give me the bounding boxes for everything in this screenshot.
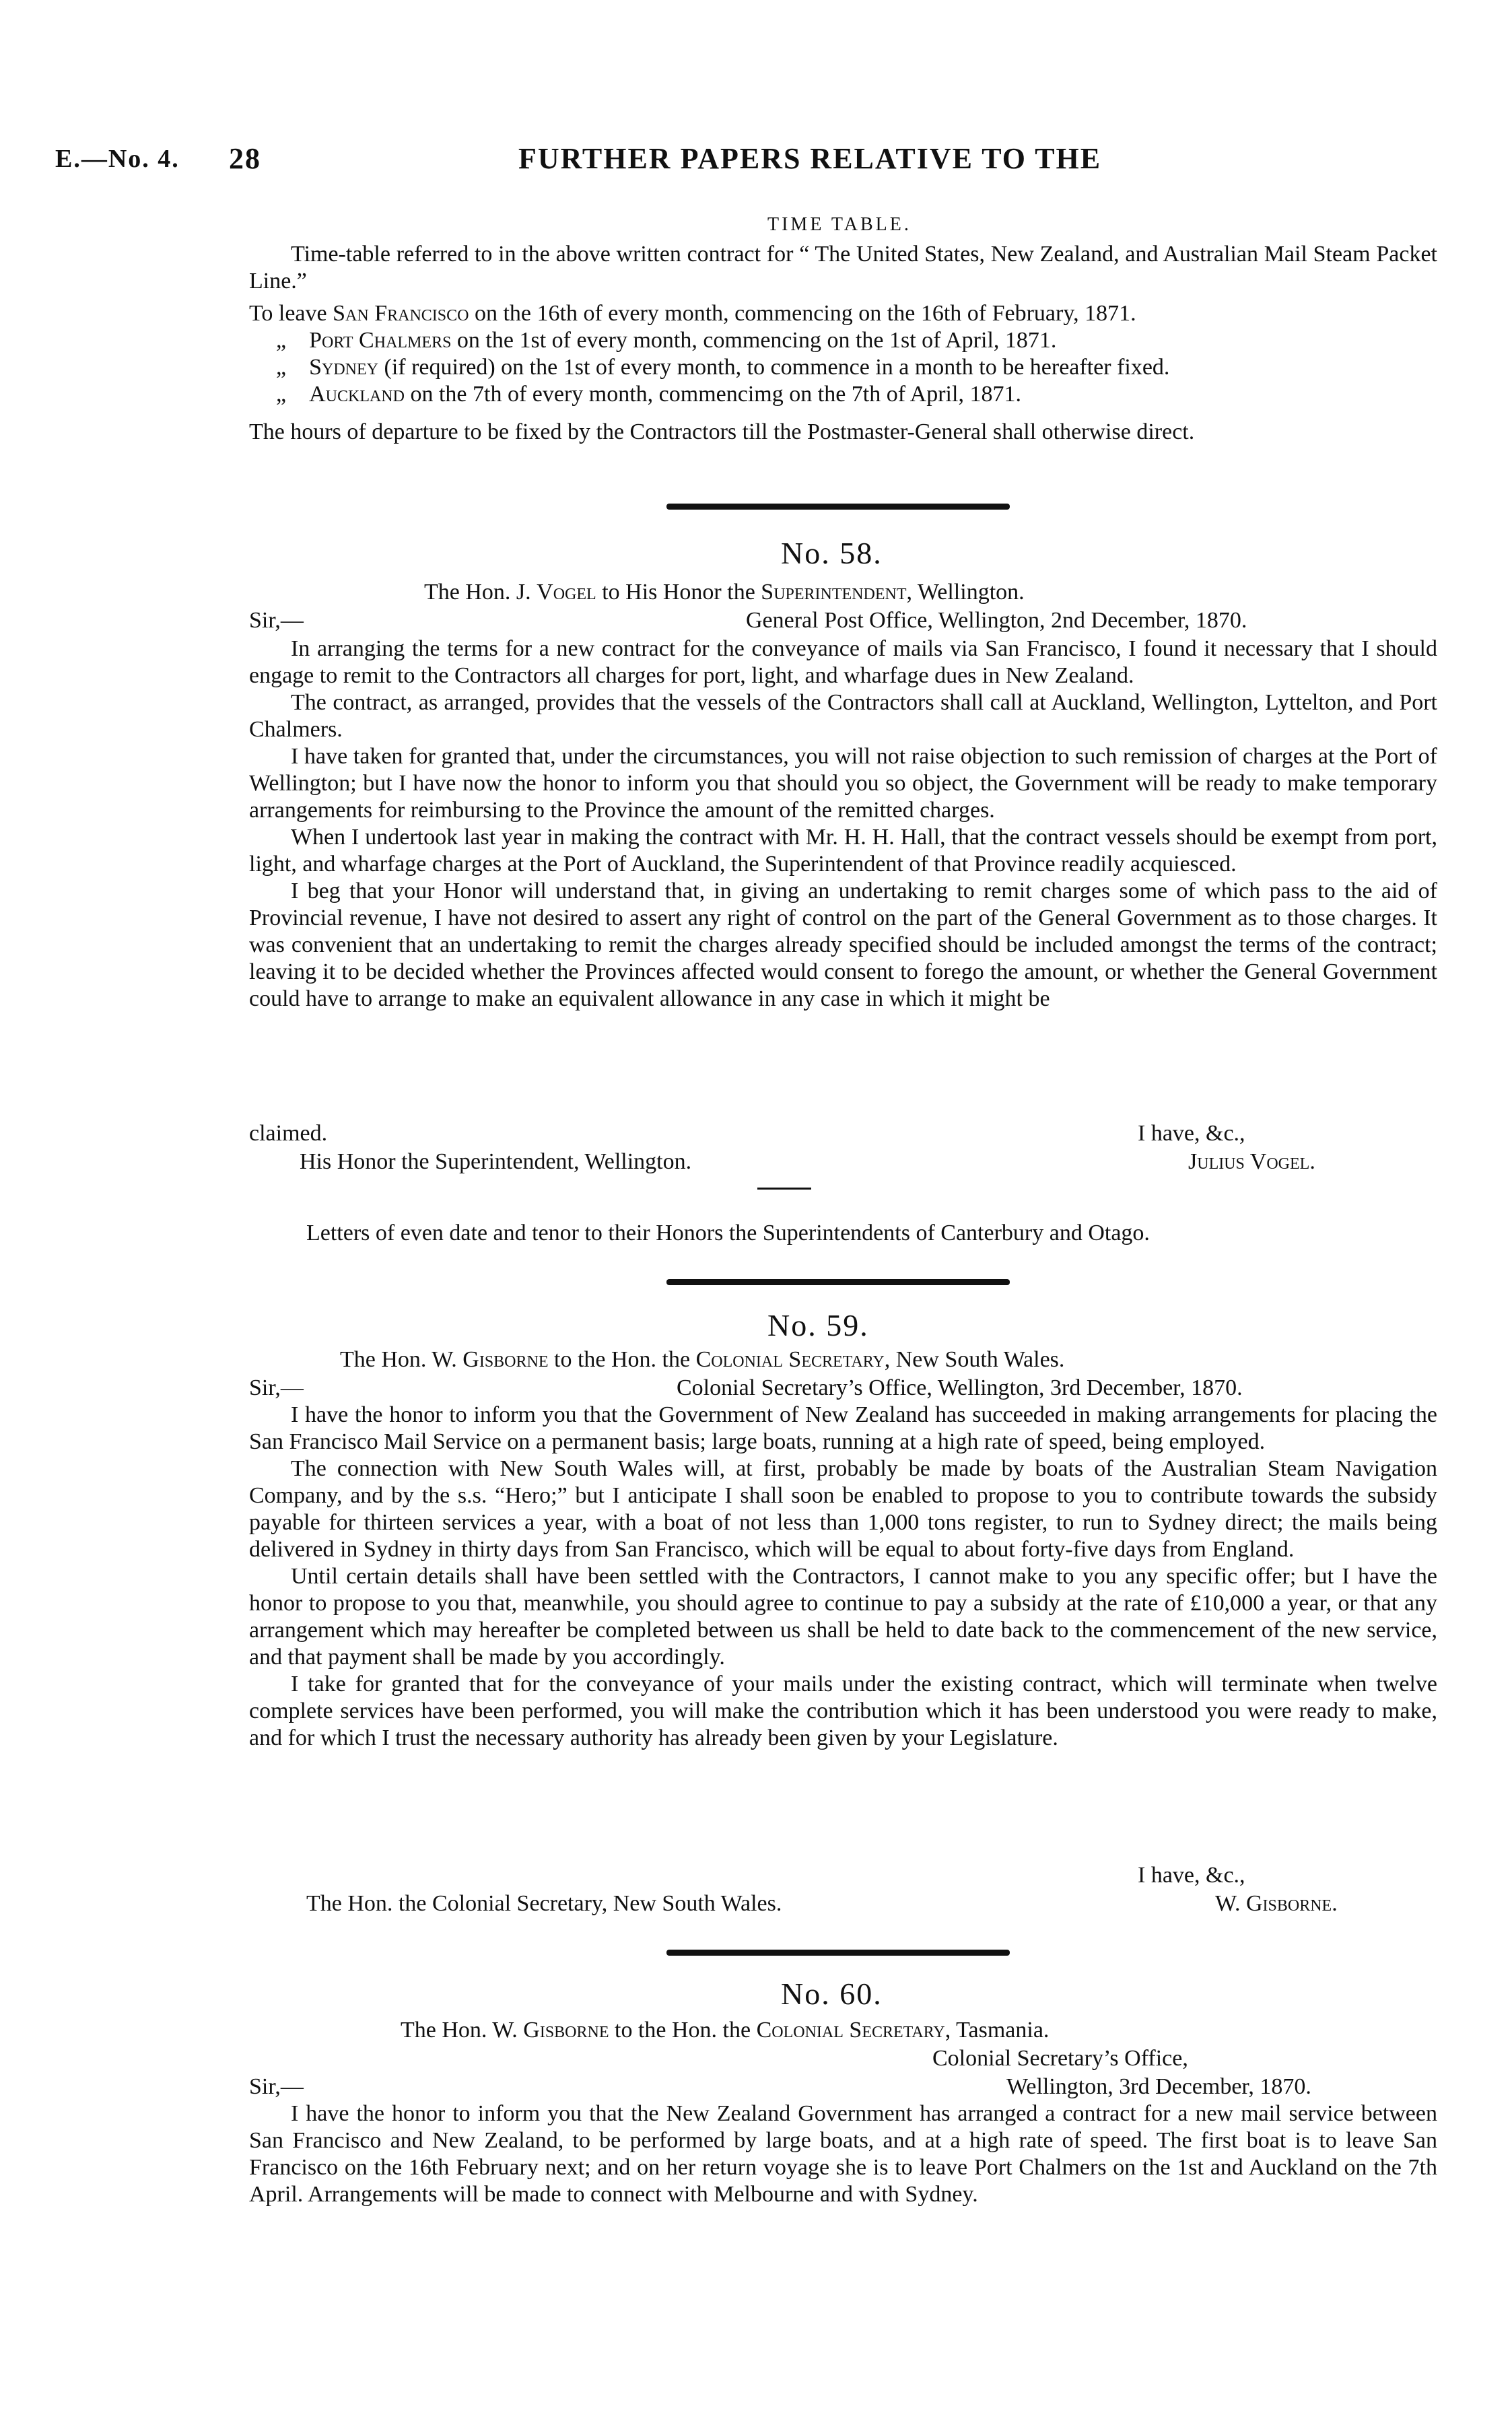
letter-58-closing: I have, &c., (1138, 1121, 1245, 1146)
letter-58-claimed: claimed. (249, 1121, 328, 1146)
letter-number-59: No. 59. (767, 1308, 869, 1342)
letter-58-paragraph: I have taken for granted that, under the circumstances, you will not raise objection to such remission of charges at the Port of Wellington; but I have now the honor to inform you that should you so object, the Government will be ready to make temporary arrangements for reimbursing to the Province the amount of the remitted charges. (249, 744, 1437, 823)
page-title: FURTHER PAPERS RELATIVE TO THE (518, 142, 1102, 175)
letter-58-note: Letters of even date and tenor to their Honors the Superintendents of Canterbury and Otago. (306, 1221, 1150, 1245)
letter-58-body (249, 636, 1437, 1013)
letter-60-heading: The Hon. W. Gisborne to the Hon. the Colonial Secretary, Tasmania. (401, 2018, 1050, 2043)
timetable-row-port-chalmers: „ Port Chalmers on the 1st of every month, commencing on the 1st of April, 1871. (276, 328, 1057, 353)
timetable-heading: TIME TABLE. (767, 214, 912, 235)
document-reference: E.—No. 4. (55, 145, 180, 173)
timetable-row-auckland: „ Auckland on the 7th of every month, commencimg on the 7th of April, 1871. (276, 382, 1021, 407)
timetable-row-san-francisco: To leave San Francisco on the 16th of every month, commencing on the 16th of February, 1871. (249, 301, 1136, 326)
letter-58-addressee: His Honor the Superintendent, Wellington. (300, 1149, 692, 1174)
letter-59-place-date: Colonial Secretary’s Office, Wellington, 3rd December, 1870. (677, 1375, 1243, 1400)
letter-59-salutation: Sir,— (249, 1375, 304, 1400)
letter-59-paragraph: I take for granted that for the conveyance of your mails under the existing contract, which will terminate when twelve complete services have been performed, you will make the contribution which it has been understood you were ready to make, and for which I trust the necessary authority has already been given by your Legislature. (249, 1672, 1437, 1750)
letter-58-paragraph: I beg that your Honor will understand that, in giving an undertaking to remit charges some of which pass to the aid of Provincial revenue, I have not desired to assert any right of control on the part of the General Government as to those charges. It was convenient that an undertaking to remit the charges already specified should be included amongst the terms of the contract; leaving it to be decided whether the Provinces affected would consent to forego the amount, or whether the General Government could have to arrange to make an equivalent allowance in any case in which it might be (249, 879, 1437, 1011)
letter-58-heading: The Hon. J. Vogel to His Honor the Superintendent, Wellington. (424, 580, 1025, 605)
timetable-section (249, 241, 1437, 295)
letter-59-closing: I have, &c., (1138, 1863, 1245, 1888)
timetable-closing-block (249, 419, 1437, 446)
timetable-closing: The hours of departure to be fixed by the Contractors till the Postmaster-General shall otherwise direct. (249, 419, 1195, 444)
letter-60-paragraph: I have the honor to inform you that the New Zealand Government has arranged a contract for a new mail service between San Francisco and New Zealand, to be performed by large boats, and at a high rate of speed. The first boat is to leave San Francisco on the 16th February next; and on her return voyage she is to leave Port Chalmers on the 1st and Auckland on the 7th April. Arrangements will be made to connect with Melbourne and with Sydney. (249, 2101, 1437, 2207)
timetable-intro: Time-table referred to in the above written contract for “ The United States, New Zealand, and Australian Mail Steam Packet Line.” (249, 242, 1437, 294)
letter-59-paragraph: I have the honor to inform you that the Government of New Zealand has succeeded in making arrangements for placing the San Francisco Mail Service on a permanent basis; large boats, running at a high rate of speed, being employed. (249, 1402, 1437, 1454)
letter-60-salutation: Sir,— (249, 2074, 304, 2099)
letter-58-paragraph: In arranging the terms for a new contract for the conveyance of mails via San Francisco, I found it necessary that I should engage to remit to the Contractors all charges for port, light, and wharfage dues in New Zealand. (249, 636, 1437, 688)
section-divider (666, 504, 1010, 510)
letter-59-body (249, 1402, 1437, 1752)
letter-60-place-line1: Colonial Secretary’s Office, (932, 2046, 1188, 2071)
letter-number-60: No. 60. (781, 1977, 883, 2011)
letter-58-paragraph: The contract, as arranged, provides that the vessels of the Contractors shall call at Auckland, Wellington, Lyttelton, and Port Chalmers. (249, 690, 1437, 742)
letter-60-body (249, 2100, 1437, 2208)
letter-58-salutation: Sir,— (249, 608, 304, 633)
letter-58-place-date: General Post Office, Wellington, 2nd December, 1870. (746, 608, 1247, 633)
section-divider (666, 1279, 1010, 1285)
letter-59-paragraph: Until certain details shall have been settled with the Contractors, I cannot make to you any specific offer; but I have the honor to propose to you that, meanwhile, you should agree to continue to pay a subsidy at the rate of £10,000 a year, or that any arrangement which may hereafter be completed between us shall be held to date back to the commencement of the new service, and that payment shall be made by you accordingly. (249, 1564, 1437, 1670)
letter-59-signature: W. Gisborne. (1215, 1891, 1338, 1916)
section-divider (666, 1950, 1010, 1956)
letter-59-heading: The Hon. W. Gisborne to the Hon. the Colonial Secretary, New South Wales. (340, 1347, 1065, 1372)
short-divider (757, 1188, 811, 1190)
letter-58-paragraph: When I undertook last year in making the contract with Mr. H. H. Hall, that the contract vessels should be exempt from port, light, and wharfage charges at the Port of Auckland, the Superintendent of that Province readily acquiesced. (249, 825, 1437, 877)
timetable-row-sydney: „ Sydney (if required) on the 1st of every month, to commence in a month to be hereafter fixed. (276, 355, 1170, 380)
letter-60-place-line2: Wellington, 3rd December, 1870. (1006, 2074, 1311, 2099)
letter-number-58: No. 58. (781, 536, 883, 570)
page-number: 28 (229, 142, 261, 175)
letter-59-addressee: The Hon. the Colonial Secretary, New South Wales. (306, 1891, 782, 1916)
letter-59-paragraph: The connection with New South Wales will, at first, probably be made by boats of the Australian Steam Navigation Company, and by the s.s. “Hero;” but I anticipate I shall soon be enabled to propose to you to contribute towards the subsidy payable for thirteen services a year, with a boat of not less than 1,000 tons register, to run to Sydney direct; the mails being delivered in Sydney in thirty days from San Francisco, which will be equal to about forty-five days from England. (249, 1456, 1437, 1562)
letter-58-signature: Julius Vogel. (1188, 1149, 1315, 1174)
